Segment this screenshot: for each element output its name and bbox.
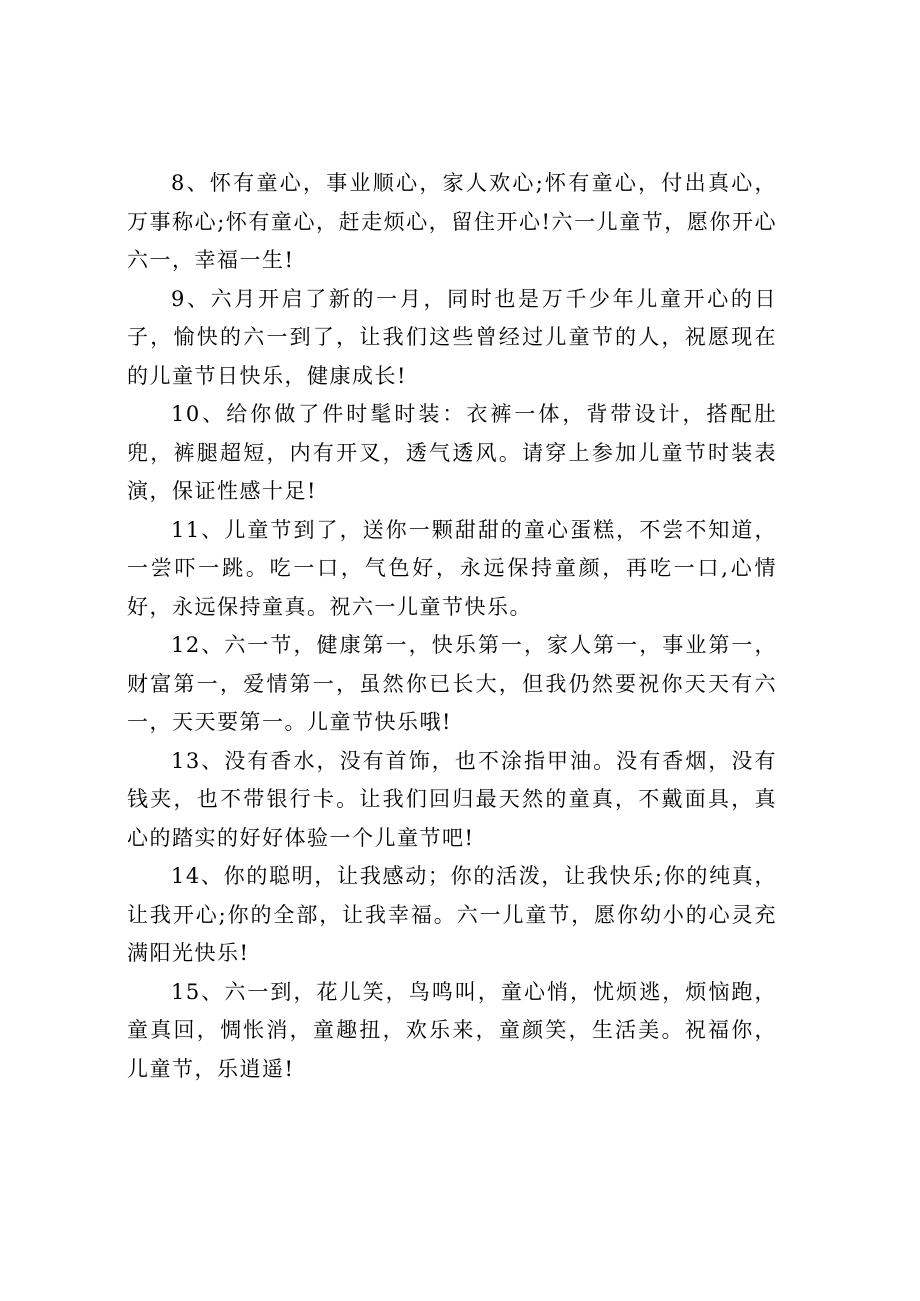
paragraph-11: 11、儿童节到了，送你一颗甜甜的童心蛋糕，不尝不知道，一尝吓一跳。吃一口，气色好，永远保持童颜，再吃一口,心情好，永远保持童真。祝六一儿童节快乐。 [127,517,777,619]
paragraph-14: 14、你的聪明，让我感动；你的活泼，让我快乐;你的纯真，让我开心;你的全部，让我幸福。六一儿童节，愿你幼小的心灵充满阳光快乐! [127,864,777,965]
paragraph-10: 10、给你做了件时髦时装：衣裤一体，背带设计，搭配肚兜，裤腿超短，内有开叉，透气透风。请穿上参加儿童节时装表演，保证性感十足! [127,402,777,503]
paragraph-9: 9、六月开启了新的一月，同时也是万千少年儿童开心的日子，愉快的六一到了，让我们这些曾经过儿童节的人，祝愿现在的儿童节日快乐，健康成长! [127,286,777,388]
paragraph-13: 13、没有香水，没有首饰，也不涂指甲油。没有香烟，没有钱夹，也不带银行卡。让我们回归最天然的童真，不戴面具，真心的踏实的好好体验一个儿童节吧! [127,748,777,850]
paragraph-8: 8、怀有童心，事业顺心，家人欢心;怀有童心，付出真心，万事称心;怀有童心，赶走烦心，留住开心!六一儿童节，愿你开心六一，幸福一生! [127,171,777,272]
paragraph-15: 15、六一到，花儿笑，鸟鸣叫，童心悄，忧烦逃，烦恼跑，童真回，惆怅消，童趣扭，欢乐来，童颜笑，生活美。祝福你，儿童节，乐逍遥! [127,979,777,1081]
paragraph-12: 12、六一节，健康第一，快乐第一，家人第一，事业第一，财富第一，爱情第一，虽然你已长大，但我仍然要祝你天天有六一，天天要第一。儿童节快乐哦! [127,633,777,734]
document-body [127,164,777,1088]
